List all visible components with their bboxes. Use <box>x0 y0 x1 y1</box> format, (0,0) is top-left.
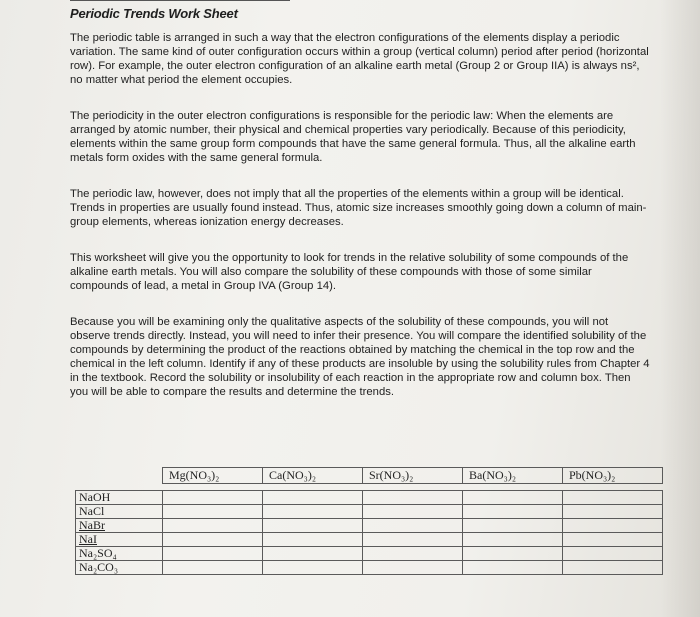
row-header: NaCl <box>76 505 163 519</box>
paragraph-intro: The periodic table is arranged in such a way that the electron configurations of the elements display a periodic variation. The same kind of outer configuration occurs within a group (vertical column) period after period (horizontal row). For example, the outer electron configuration of an alkaline earth metal (Group 2 or Group IIA) is always ns², no matter what period the element occupies. <box>70 32 649 86</box>
row-header: NaOH <box>76 491 163 505</box>
answer-cell[interactable] <box>263 561 363 575</box>
table-row <box>76 533 663 547</box>
answer-cell[interactable] <box>163 491 263 505</box>
table-row <box>76 547 663 561</box>
paragraph-worksheet-purpose: This worksheet will give you the opportunity to look for trends in the relative solubility of some compounds of the alkaline earth metals. You will also compare the solubility of these compounds with those of some similar compounds of lead, a metal in Group IVA (Group 14). <box>70 252 629 292</box>
answer-cell[interactable] <box>363 547 463 561</box>
answer-cell[interactable] <box>563 519 663 533</box>
table-row <box>76 519 663 533</box>
column-header: Sr(NO₃)₂ <box>363 468 463 484</box>
answer-cell[interactable] <box>463 533 563 547</box>
column-header: Ca(NO₃)₂ <box>263 468 363 484</box>
table-spacer-row <box>76 484 663 491</box>
answer-cell[interactable] <box>163 561 263 575</box>
column-header: Mg(NO₃)₂ <box>163 468 263 484</box>
answer-cell[interactable] <box>163 547 263 561</box>
paragraph-periodic-law: The periodicity in the outer electron configurations is responsible for the periodic law: When the elements are arranged by atomic number, their physical and chemical properties vary periodically. Because of this periodicity, elements within the same group form compounds that have the same general formula. Thus, all the alkaline earth metals form oxides with the same general formula. <box>70 110 636 164</box>
answer-cell[interactable] <box>463 491 563 505</box>
answer-cell[interactable] <box>363 533 463 547</box>
answer-cell[interactable] <box>463 547 563 561</box>
column-header: Pb(NO₃)₂ <box>563 468 663 484</box>
answer-cell[interactable] <box>463 561 563 575</box>
worksheet-title: Periodic Trends Work Sheet <box>70 6 238 21</box>
answer-cell[interactable] <box>263 491 363 505</box>
answer-cell[interactable] <box>363 491 463 505</box>
answer-cell[interactable] <box>563 505 663 519</box>
answer-cell[interactable] <box>163 519 263 533</box>
table-row <box>76 561 663 575</box>
column-header: Ba(NO₃)₂ <box>463 468 563 484</box>
page-shadow <box>660 0 700 617</box>
row-header: Na₂CO₃ <box>76 561 163 575</box>
answer-cell[interactable] <box>463 505 563 519</box>
table-row <box>76 505 663 519</box>
table-row <box>76 491 663 505</box>
answer-cell[interactable] <box>363 505 463 519</box>
answer-cell[interactable] <box>363 519 463 533</box>
answer-cell[interactable] <box>463 519 563 533</box>
solubility-table <box>75 467 663 575</box>
paragraph-instructions: Because you will be examining only the qualitative aspects of the solubility of these compounds, you will not observe trends directly. Instead, you will need to infer their presence. You will compare the identified solubility of the compounds by determining the product of the reactions obtained by matching the chemical in the top row and the chemical in the left column. Identify if any of these products are insoluble by using the solubility rules from Chapter 4 in the textbook. Record the solubility or insolubility of each reaction in the appropriate row and column box. Then you will be able to compare the results and determine the trends. <box>70 316 650 398</box>
answer-cell[interactable] <box>263 505 363 519</box>
table-header-row <box>76 468 663 484</box>
row-header: NaI <box>76 533 163 547</box>
answer-cell[interactable] <box>263 519 363 533</box>
answer-cell[interactable] <box>263 547 363 561</box>
answer-cell[interactable] <box>163 533 263 547</box>
answer-cell[interactable] <box>363 561 463 575</box>
top-rule <box>70 0 290 1</box>
paragraph-trends: The periodic law, however, does not imply that all the properties of the elements within a group will be identical. Trends in properties are usually found instead. Thus, atomic size increases smoothly going down a column of main-group elements, whereas ionization energy decreases. <box>70 188 647 228</box>
row-header: Na₂SO₄ <box>76 547 163 561</box>
answer-cell[interactable] <box>163 505 263 519</box>
table-corner <box>76 468 163 484</box>
answer-cell[interactable] <box>263 533 363 547</box>
row-header: NaBr <box>76 519 163 533</box>
answer-cell[interactable] <box>563 491 663 505</box>
answer-cell[interactable] <box>563 547 663 561</box>
answer-cell[interactable] <box>563 561 663 575</box>
answer-cell[interactable] <box>563 533 663 547</box>
